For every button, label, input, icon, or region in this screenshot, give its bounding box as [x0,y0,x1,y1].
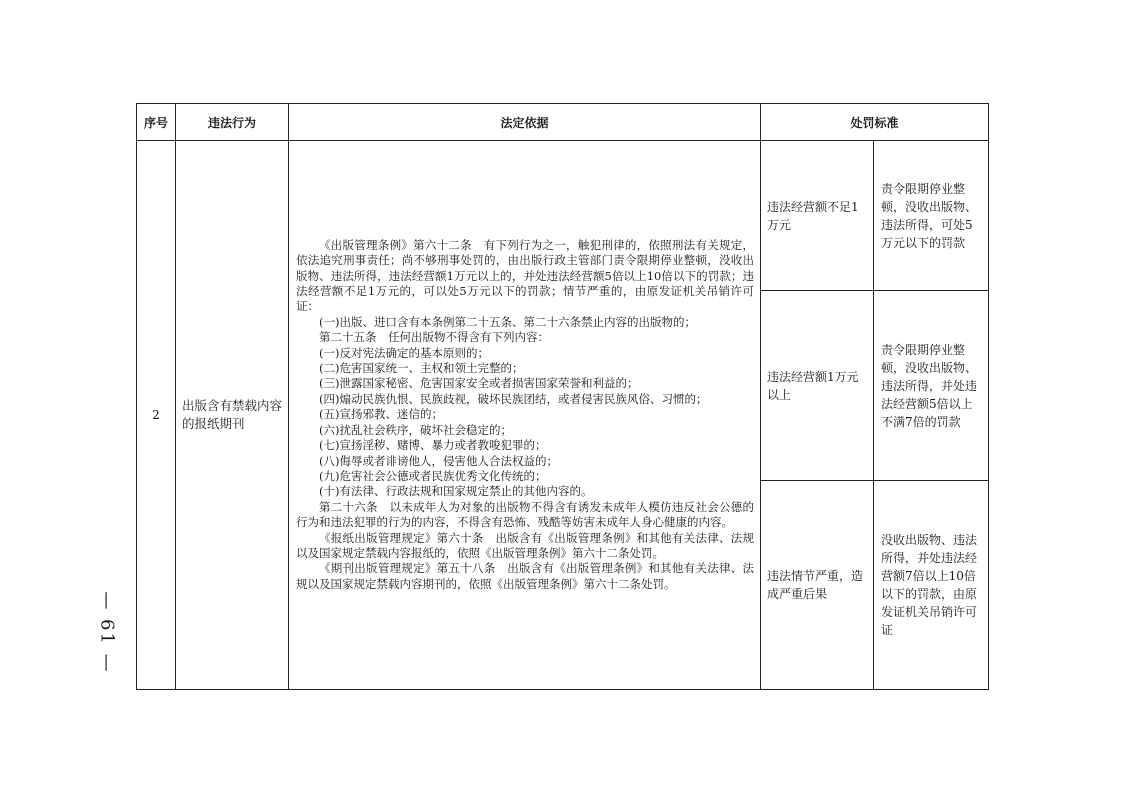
header-violation: 违法行为 [176,104,289,141]
header-legal-basis: 法定依据 [289,104,761,141]
penalty-cell: 没收出版物、违法所得，并处违法经营额7倍以上10倍以下的罚款，由原发证机关吊销许可证 [874,481,989,690]
header-penalty-standard: 处罚标准 [761,104,989,141]
legal-basis-paragraph: (四)煽动民族仇恨、民族歧视，破坏民族团结，或者侵害民族风俗、习惯的； [319,391,708,406]
legal-basis-text [296,238,754,592]
legal-basis-paragraph: (十)有法律、行政法规和国家规定禁止的其他内容的。 [319,484,593,499]
page-number-text: — 61 — [96,590,118,674]
violation-description: 出版含有禁载内容的报纸期刊 [176,141,289,690]
legal-basis-paragraph: (一)反对宪法确定的基本原则的； [319,345,489,360]
penalty-cell: 责令限期停业整顿，没收出版物、违法所得，可处5万元以下的罚款 [874,141,989,291]
legal-basis-paragraph: (一)出版、进口含有本条例第二十五条、第二十六条禁止内容的出版物的； [319,314,696,329]
page-number [92,582,122,682]
legal-basis-paragraph: (九)危害社会公德或者民族优秀文化传统的； [319,468,547,483]
table-row [137,141,989,291]
legal-basis-paragraph: 第二十六条 以未成年人为对象的出版物不得含有诱发未成年人模仿违反社会公德的行为和违法犯罪的行为的内容，不得含有恐怖、残酷等妨害未成年人身心健康的内容。 [296,499,754,530]
legal-basis-paragraph: (七)宣扬淫秽、赌博、暴力或者教唆犯罪的； [319,438,547,453]
legal-basis-paragraph: 《出版管理条例》第六十二条 有下列行为之一，触犯刑律的，依照刑法有关规定，依法追究刑事责任；尚不够刑事处罚的，由出版行政主管部门责令限期停业整顿，没收出版物、违法所得，违法经营额1万元以上的，并处违法经营额5倍以上10倍以下的罚款；违法经营额不足1万元的，可以处5万元以下的罚款；情节严重的，由原发证机关吊销许可证： [296,237,754,314]
penalty-cell: 责令限期停业整顿，没收出版物、违法所得，并处违法经营额5倍以上不满7倍的罚款 [874,291,989,481]
penalty-standards-table [136,103,989,690]
legal-basis-paragraph: (三)泄露国家秘密、危害国家安全或者损害国家荣誉和利益的； [319,376,639,391]
legal-basis-paragraph: (五)宣扬邪教、迷信的； [319,407,443,422]
legal-basis-paragraph: 第二十五条 任何出版物不得含有下列内容： [319,330,549,345]
condition-cell: 违法经营额不足1万元 [761,141,874,291]
legal-basis-paragraph: 《报纸出版管理规定》第六十条 出版含有《出版管理条例》和其他有关法律、法规以及国家规定禁载内容报纸的，依照《出版管理条例》第六十二条处罚。 [296,530,754,560]
legal-basis-paragraph: (二)危害国家统一、主权和领土完整的； [319,361,524,376]
condition-cell: 违法情节严重，造成严重后果 [761,481,874,690]
legal-basis-cell [289,141,761,690]
row-number: 2 [137,141,176,690]
header-number: 序号 [137,104,176,141]
table-header-row [137,104,989,141]
legal-basis-paragraph: (八)侮辱或者诽谤他人，侵害他人合法权益的； [319,453,558,468]
legal-basis-paragraph: (六)扰乱社会秩序，破坏社会稳定的； [319,422,512,437]
legal-basis-paragraph: 《期刊出版管理规定》第五十八条 出版含有《出版管理条例》和其他有关法律、法规以及国家规定禁载内容期刊的，依照《出版管理条例》第六十二条处罚。 [296,561,754,591]
condition-cell: 违法经营额1万元以上 [761,291,874,481]
